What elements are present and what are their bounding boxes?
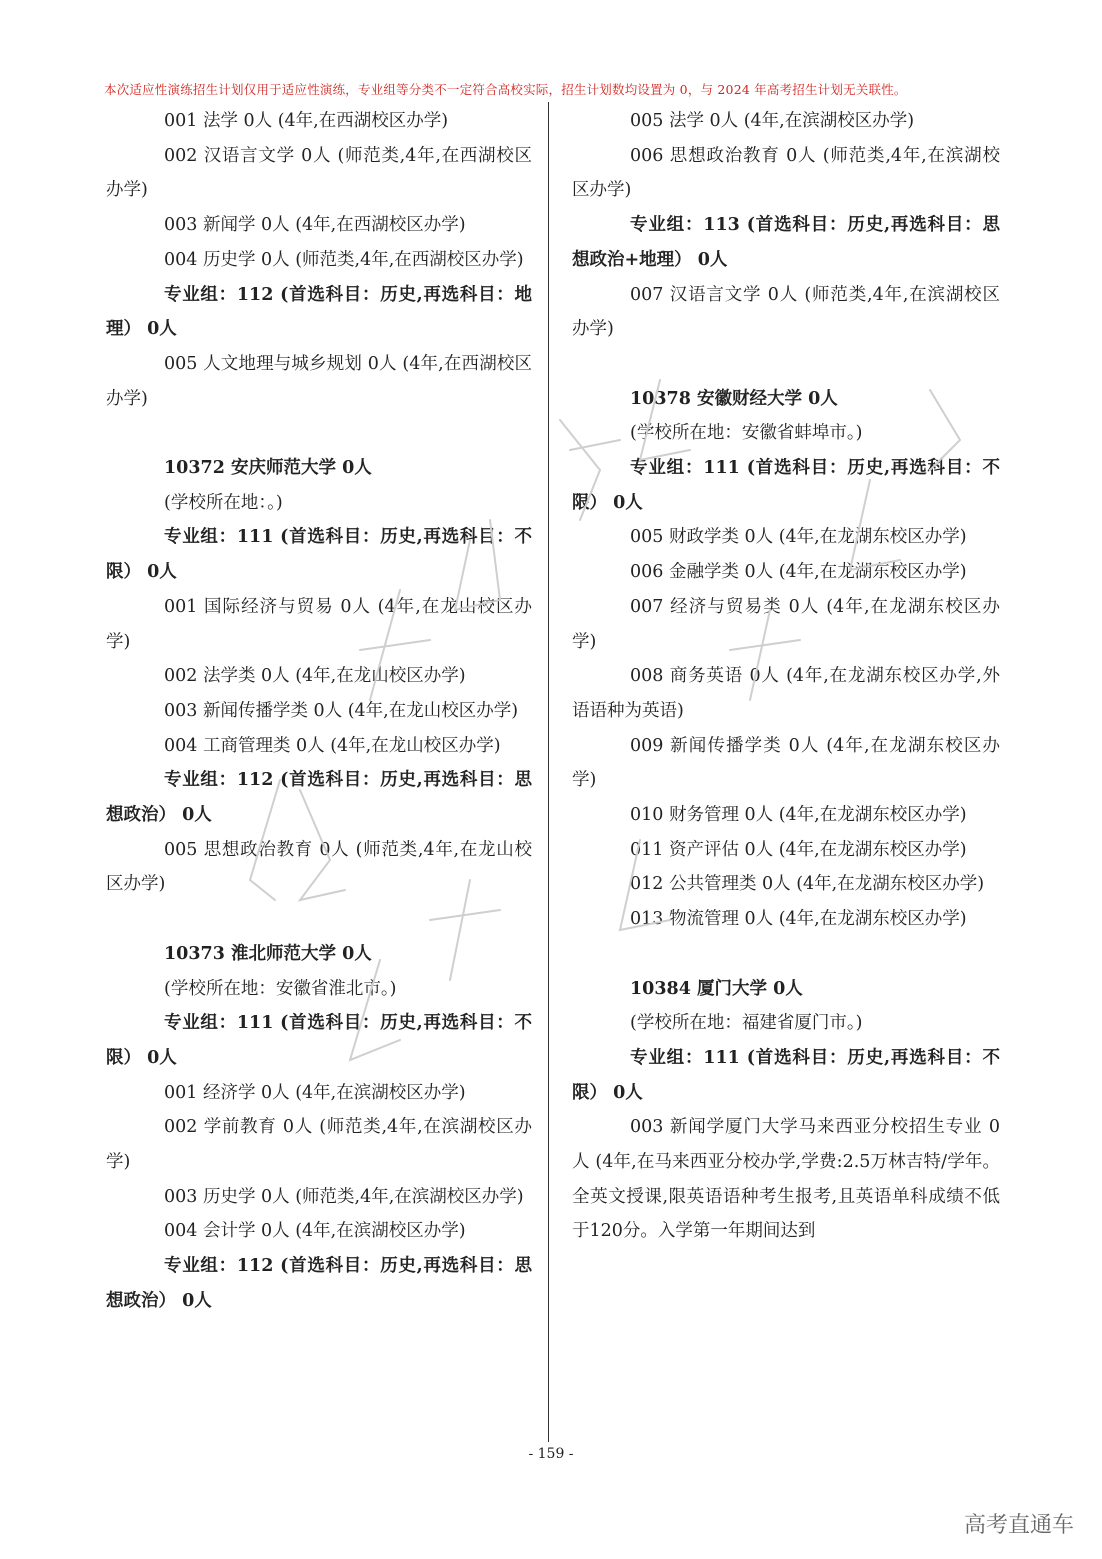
major-item: 007 经济与贸易类 0人 (4年,在龙湖东校区办学) — [572, 596, 1000, 652]
major-group-heading: 专业组：111 (首选科目：历史,再选科目：不限） 0人 — [572, 458, 1000, 513]
major-group-heading: 专业组：111 (首选科目：历史,再选科目：不限） 0人 — [106, 1013, 532, 1068]
school-heading: 10384 厦门大学 0人 — [630, 978, 803, 999]
section-gap — [572, 347, 1000, 382]
source-label: 高考直通车 — [963, 1513, 1074, 1538]
major-item: 012 公共管理类 0人 (4年,在龙湖东校区办学) — [630, 874, 985, 895]
right-column — [572, 104, 1000, 1249]
major-item: 005 人文地理与城乡规划 0人 (4年,在西湖校区办学) — [106, 353, 532, 409]
major-item: 002 学前教育 0人 (师范类,4年,在滨湖校区办学) — [106, 1117, 532, 1173]
major-item: 011 资产评估 0人 (4年,在龙湖东校区办学) — [630, 839, 967, 860]
major-item: 001 国际经济与贸易 0人 (4年,在龙山校区办学) — [106, 596, 532, 652]
major-item: 005 财政学类 0人 (4年,在龙湖东校区办学) — [630, 527, 967, 548]
major-item: 006 思想政治教育 0人 (师范类,4年,在滨湖校区办学) — [572, 145, 1000, 201]
page-number: - 159 - — [528, 1446, 574, 1462]
school-heading: 10372 安庆师范大学 0人 — [164, 458, 372, 479]
school-location: (学校所在地：福建省厦门市。) — [630, 1013, 863, 1034]
major-item: 003 新闻学厦门大学马来西亚分校招生专业 0人 (4年,在马来西亚分校办学,学费:2.5万林吉特/学年。全英文授课,限英语语种考生报考,且英语单科成绩不低于120分。入学第一年期间达到 — [572, 1117, 1000, 1242]
major-item: 004 会计学 0人 (4年,在滨湖校区办学) — [164, 1221, 466, 1242]
section-gap — [106, 416, 532, 451]
major-item: 013 物流管理 0人 (4年,在龙湖东校区办学) — [630, 909, 967, 930]
major-item: 002 汉语言文学 0人 (师范类,4年,在西湖校区办学) — [106, 145, 532, 201]
section-gap — [106, 902, 532, 937]
major-group-heading: 专业组：111 (首选科目：历史,再选科目：不限） 0人 — [106, 527, 532, 583]
major-item: 005 法学 0人 (4年,在滨湖校区办学) — [630, 111, 915, 131]
major-item: 003 新闻传播学类 0人 (4年,在龙山校区办学) — [164, 700, 519, 721]
major-item: 008 商务英语 0人 (4年,在龙湖东校区办学,外语语种为英语) — [572, 666, 1000, 721]
major-group-heading: 专业组：112 (首选科目：历史,再选科目：思想政治） 0人 — [106, 1256, 532, 1311]
major-item: 009 新闻传播学类 0人 (4年,在龙湖东校区办学) — [572, 735, 1000, 791]
major-item: 002 法学类 0人 (4年,在龙山校区办学) — [164, 666, 466, 687]
major-item: 001 经济学 0人 (4年,在滨湖校区办学) — [164, 1082, 466, 1103]
school-heading: 10373 淮北师范大学 0人 — [164, 943, 372, 964]
school-heading: 10378 安徽财经大学 0人 — [630, 388, 838, 409]
major-item: 005 思想政治教育 0人 (师范类,4年,在龙山校区办学) — [106, 839, 532, 895]
major-item: 003 历史学 0人 (师范类,4年,在滨湖校区办学) — [164, 1186, 524, 1207]
major-group-heading: 专业组：111 (首选科目：历史,再选科目：不限） 0人 — [572, 1047, 1000, 1103]
column-divider — [548, 102, 549, 1442]
header-notice: 本次适应性演练招生计划仅用于适应性演练，专业组等分类不一定符合高校实际，招生计划数均设置为 0，与 2024 年高考招生计划无关联性。 — [104, 82, 907, 97]
major-item: 006 金融学类 0人 (4年,在龙湖东校区办学) — [630, 562, 967, 583]
major-item: 010 财务管理 0人 (4年,在龙湖东校区办学) — [630, 805, 967, 826]
major-item: 004 工商管理类 0人 (4年,在龙山校区办学) — [164, 735, 501, 756]
school-location: (学校所在地：安徽省淮北市。) — [164, 978, 397, 999]
section-gap — [572, 937, 1000, 972]
school-location: (学校所在地：安徽省蚌埠市。) — [630, 423, 863, 444]
major-item: 003 新闻学 0人 (4年,在西湖校区办学) — [164, 215, 466, 236]
major-item: 001 法学 0人 (4年,在西湖校区办学) — [164, 111, 449, 131]
major-group-heading: 专业组：112 (首选科目：历史,再选科目：地理） 0人 — [106, 284, 532, 340]
major-group-heading: 专业组：112 (首选科目：历史,再选科目：思想政治） 0人 — [106, 770, 532, 826]
school-location: (学校所在地：。) — [164, 492, 283, 513]
major-group-heading: 专业组：113 (首选科目：历史,再选科目：思想政治+地理） 0人 — [572, 215, 1000, 270]
major-item: 004 历史学 0人 (师范类,4年,在西湖校区办学) — [164, 249, 524, 270]
major-item: 007 汉语言文学 0人 (师范类,4年,在滨湖校区办学) — [572, 284, 1000, 340]
left-column — [106, 104, 532, 1319]
